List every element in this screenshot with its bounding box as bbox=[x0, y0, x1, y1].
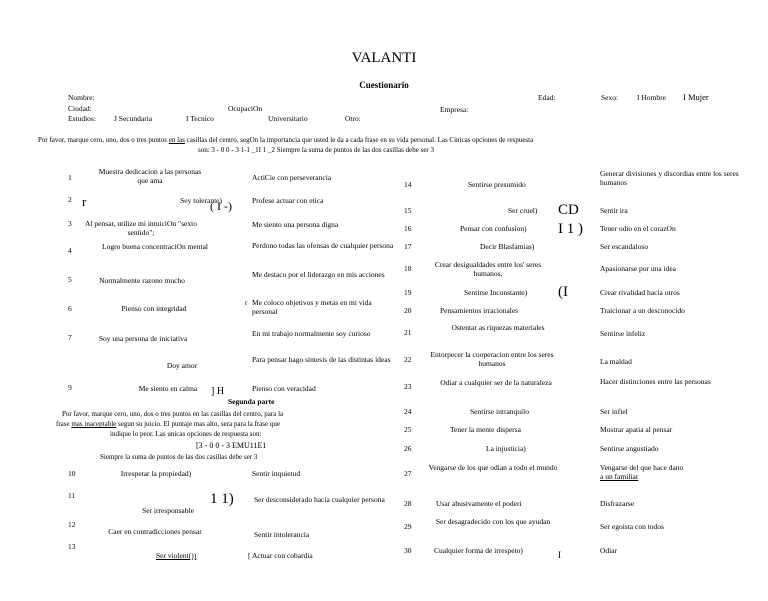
item-option-b: Odiar bbox=[600, 546, 618, 555]
item-option-a: Pensar con confusion) bbox=[460, 224, 527, 233]
item-number: 23 bbox=[404, 382, 412, 391]
scan-mark: r bbox=[245, 299, 248, 307]
estudios-label: Estudios: bbox=[68, 114, 96, 123]
item-option-b: Sentir ira bbox=[600, 206, 628, 215]
item-option-a: Crear desigualdades entre los' seres humanos, bbox=[434, 260, 542, 278]
scan-mark: r bbox=[82, 194, 87, 209]
part2-instruction-line2: frase mas inaceptable segun su juicio. El puntaje mas alto, sera para la frase que bbox=[56, 420, 280, 428]
item-option-a: Ser violent()) bbox=[156, 551, 197, 560]
scan-mark: ( I -) bbox=[210, 199, 232, 213]
item-option-a: Vengarse de los que odian a todo el mundo bbox=[428, 463, 558, 472]
item-option-a: Muestra dedicacion a las personas que ama bbox=[98, 167, 202, 185]
item-option-b: [ Actuar con cobardia bbox=[248, 551, 313, 560]
part2-heading: Segunda parte bbox=[228, 397, 275, 406]
item-option-b: Vengarse del que hace dano bbox=[600, 463, 684, 472]
item-option-b: Apasionarse por una idea bbox=[600, 264, 677, 273]
item-option-b: Ser egoista con todos bbox=[600, 522, 664, 531]
item-option-b: Ser infiel bbox=[600, 407, 628, 416]
item-number: 30 bbox=[404, 546, 412, 555]
item-option-b: Disfrazarse bbox=[600, 499, 635, 508]
scan-mark: CD bbox=[558, 202, 579, 218]
item-option-b: Pienso con veracidad bbox=[252, 384, 316, 393]
item-number: 18 bbox=[404, 264, 412, 273]
item-number: 5 bbox=[68, 275, 72, 284]
item-option-b: Tener odio en el corazOn bbox=[600, 224, 676, 233]
item-option-b: Me coloco objetivos y metas en mi vida personal bbox=[252, 298, 372, 316]
item-option-a: Tener la mente dispersa bbox=[450, 425, 521, 434]
estudios-tecnico-option[interactable]: I Tecnico bbox=[186, 114, 214, 123]
scan-mark: I 1 ) bbox=[558, 221, 583, 237]
item-option-b: Sentir inquietud bbox=[252, 469, 301, 478]
item-option-b: Me siento una persona digna bbox=[252, 220, 339, 229]
item-number: 12 bbox=[68, 520, 76, 529]
item-option-a: Sentirse Inconstante) bbox=[464, 288, 528, 297]
scan-mark: I bbox=[558, 550, 561, 560]
item-number: 19 bbox=[404, 288, 412, 297]
item-option-b: Sentirse angustiado bbox=[600, 444, 659, 453]
item-option-b: Crear rivalidad hacia otros bbox=[600, 288, 680, 297]
item-number: 29 bbox=[404, 522, 412, 531]
scan-mark: ] H bbox=[211, 386, 225, 397]
estudios-otro-option[interactable]: Otro: bbox=[345, 114, 361, 123]
estudios-universitario-option[interactable]: Universitario bbox=[268, 114, 308, 123]
scan-mark: 1 1) bbox=[210, 491, 234, 507]
item-option-a: Sentirse intranquilo bbox=[470, 407, 529, 416]
item-option-a: Doy amor bbox=[166, 361, 198, 370]
item-option-a: Ser desagradecido con los que ayudan bbox=[435, 517, 551, 526]
item-option-b: Generar divisiones y discordias entre los seres humanos bbox=[600, 169, 739, 187]
item-option-a: Pienso con integridad bbox=[121, 304, 187, 313]
sexo-label: Sexo: bbox=[601, 93, 619, 102]
item-option-a: Al pensar, utilize mi intuiciOn "sexto sentido"; bbox=[85, 219, 197, 237]
edad-label: Edad: bbox=[538, 93, 556, 102]
item-number: 10 bbox=[68, 469, 76, 478]
item-option-a: Soy una persona de iniciativa bbox=[98, 334, 188, 343]
item-number: 11 bbox=[68, 491, 76, 500]
item-option-a: Sentirse presumido bbox=[468, 180, 526, 189]
item-number: 7 bbox=[68, 333, 72, 342]
item-option-b: En mi trabajo normalmente soy curioso bbox=[252, 329, 371, 338]
ciudad-label: Ciudad: bbox=[68, 104, 92, 113]
item-option-a: Normalmente razono mucho bbox=[99, 276, 185, 285]
item-option-a: Ser irresponsable bbox=[142, 506, 194, 515]
item-option-b: ActiCie con perseverancia bbox=[252, 173, 332, 182]
item-number: 9 bbox=[68, 383, 72, 392]
item-option-a: Ostentar as riquezas materiales bbox=[451, 323, 545, 332]
item-option-a: Logro buena concentraciOn mental bbox=[102, 242, 208, 251]
part2-instruction-line1: Por favor, marque cero, uno, dos o tres puntos en las casillas del centro, para la bbox=[62, 410, 284, 418]
part1-instruction-line2: son: 3 - 0 0 - 3 1-1 _1I 1 _2 Siempre la suma de puntos de las dos casillas debe ser 3 bbox=[198, 146, 435, 154]
item-option-b: Mostrar apatia al pensar bbox=[600, 425, 673, 434]
part2-instruction-line3: indique lo peor. Las unicas opciones de respuesta son: bbox=[110, 430, 262, 438]
item-option-a: Odiar a cualquier ser de la naturaleza bbox=[440, 378, 552, 387]
item-option-a: Pensamientos irracionales bbox=[440, 306, 519, 315]
item-option-a: Sey tolerante) bbox=[180, 196, 222, 205]
item-number: 6 bbox=[68, 304, 72, 313]
item-option-a: Irrespetar la propiedad) bbox=[120, 469, 192, 478]
item-number: 3 bbox=[68, 219, 72, 228]
item-option-a: Cualquier forma de irrespeto) bbox=[434, 546, 523, 555]
part1-instruction-line1: Por favor, marque cero, uno, dos o tres puntos en las casillas del centro, segOn la importancia que usted le da a cada frase en su vida personal. Las Cinicas opciones de respuesta bbox=[38, 136, 534, 144]
part2-rule: Siempre la suma de puntos de las dos casillas debe ser 3 bbox=[100, 453, 258, 461]
item-option-b: Ser escandaloso bbox=[600, 242, 649, 251]
item-number: 26 bbox=[404, 444, 412, 453]
empresa-label: Empresa: bbox=[440, 105, 469, 114]
item-option-b: Ser desconsiderado hacia cualquier persona bbox=[254, 495, 385, 504]
item-option-b: Para pensar hago sintesis de las distintas ideas bbox=[252, 355, 391, 364]
item-option-b: Sentir intolerancia bbox=[254, 530, 310, 539]
item-number: 24 bbox=[404, 407, 412, 416]
item-option-b: Me destaco por el liderazgo en mis acciones bbox=[252, 270, 385, 279]
item-option-a: Decir Blasfamias) bbox=[480, 242, 535, 251]
item-option-b: Sentirse infeliz bbox=[600, 329, 646, 338]
item-number: 16 bbox=[404, 224, 412, 233]
item-option-a: La injusticia) bbox=[486, 444, 526, 453]
item-option-a: Me siento en calma bbox=[138, 384, 198, 393]
item-number: 14 bbox=[404, 180, 412, 189]
item-number: 21 bbox=[404, 328, 412, 337]
item-option-b: Hacer distinciones entre las personas bbox=[600, 377, 711, 386]
ocupacion-label: OcupaciOn bbox=[228, 104, 263, 113]
item-option-b: La maldad bbox=[600, 357, 632, 366]
item-option-a: Caer en contradicciones pensar bbox=[108, 527, 202, 536]
item-option-a: Usar abusivamente el poderi bbox=[436, 499, 522, 508]
page-title: VALANTI bbox=[351, 50, 417, 66]
item-number: 2 bbox=[68, 195, 72, 204]
part2-options: [3 - 0 0 - 3 EMU11E1 bbox=[196, 441, 267, 450]
item-option-b-continued: a un familiar bbox=[600, 472, 639, 481]
sexo-hombre-option[interactable]: I Hombre bbox=[637, 93, 666, 102]
sexo-mujer-option[interactable]: I Mujer bbox=[683, 92, 709, 102]
estudios-secundaria-option[interactable]: J Secundaria bbox=[114, 114, 153, 123]
item-number: 22 bbox=[404, 355, 412, 364]
item-option-a: Ser cruel) bbox=[508, 206, 538, 215]
item-option-b: Perdono todas las ofensas de cualquier persona bbox=[252, 241, 394, 250]
item-number: 13 bbox=[68, 542, 76, 551]
item-number: 20 bbox=[404, 306, 412, 315]
item-number: 15 bbox=[404, 206, 412, 215]
item-number: 4 bbox=[68, 246, 72, 255]
item-number: 1 bbox=[68, 173, 72, 182]
item-number: 28 bbox=[404, 499, 412, 508]
item-option-a: Entorpecer la cooperacion entre los seres humanos bbox=[430, 350, 554, 368]
scan-mark: (I bbox=[558, 284, 568, 300]
item-number: 27 bbox=[404, 469, 412, 478]
item-number: 25 bbox=[404, 425, 412, 434]
item-number: 17 bbox=[404, 242, 412, 251]
item-option-b: Traicionar a un desconocido bbox=[600, 306, 685, 315]
item-option-b: Profese actuar con etica bbox=[252, 196, 324, 205]
nombre-label: Nombre: bbox=[68, 93, 95, 102]
page-subtitle: Cuestionario bbox=[359, 80, 409, 90]
